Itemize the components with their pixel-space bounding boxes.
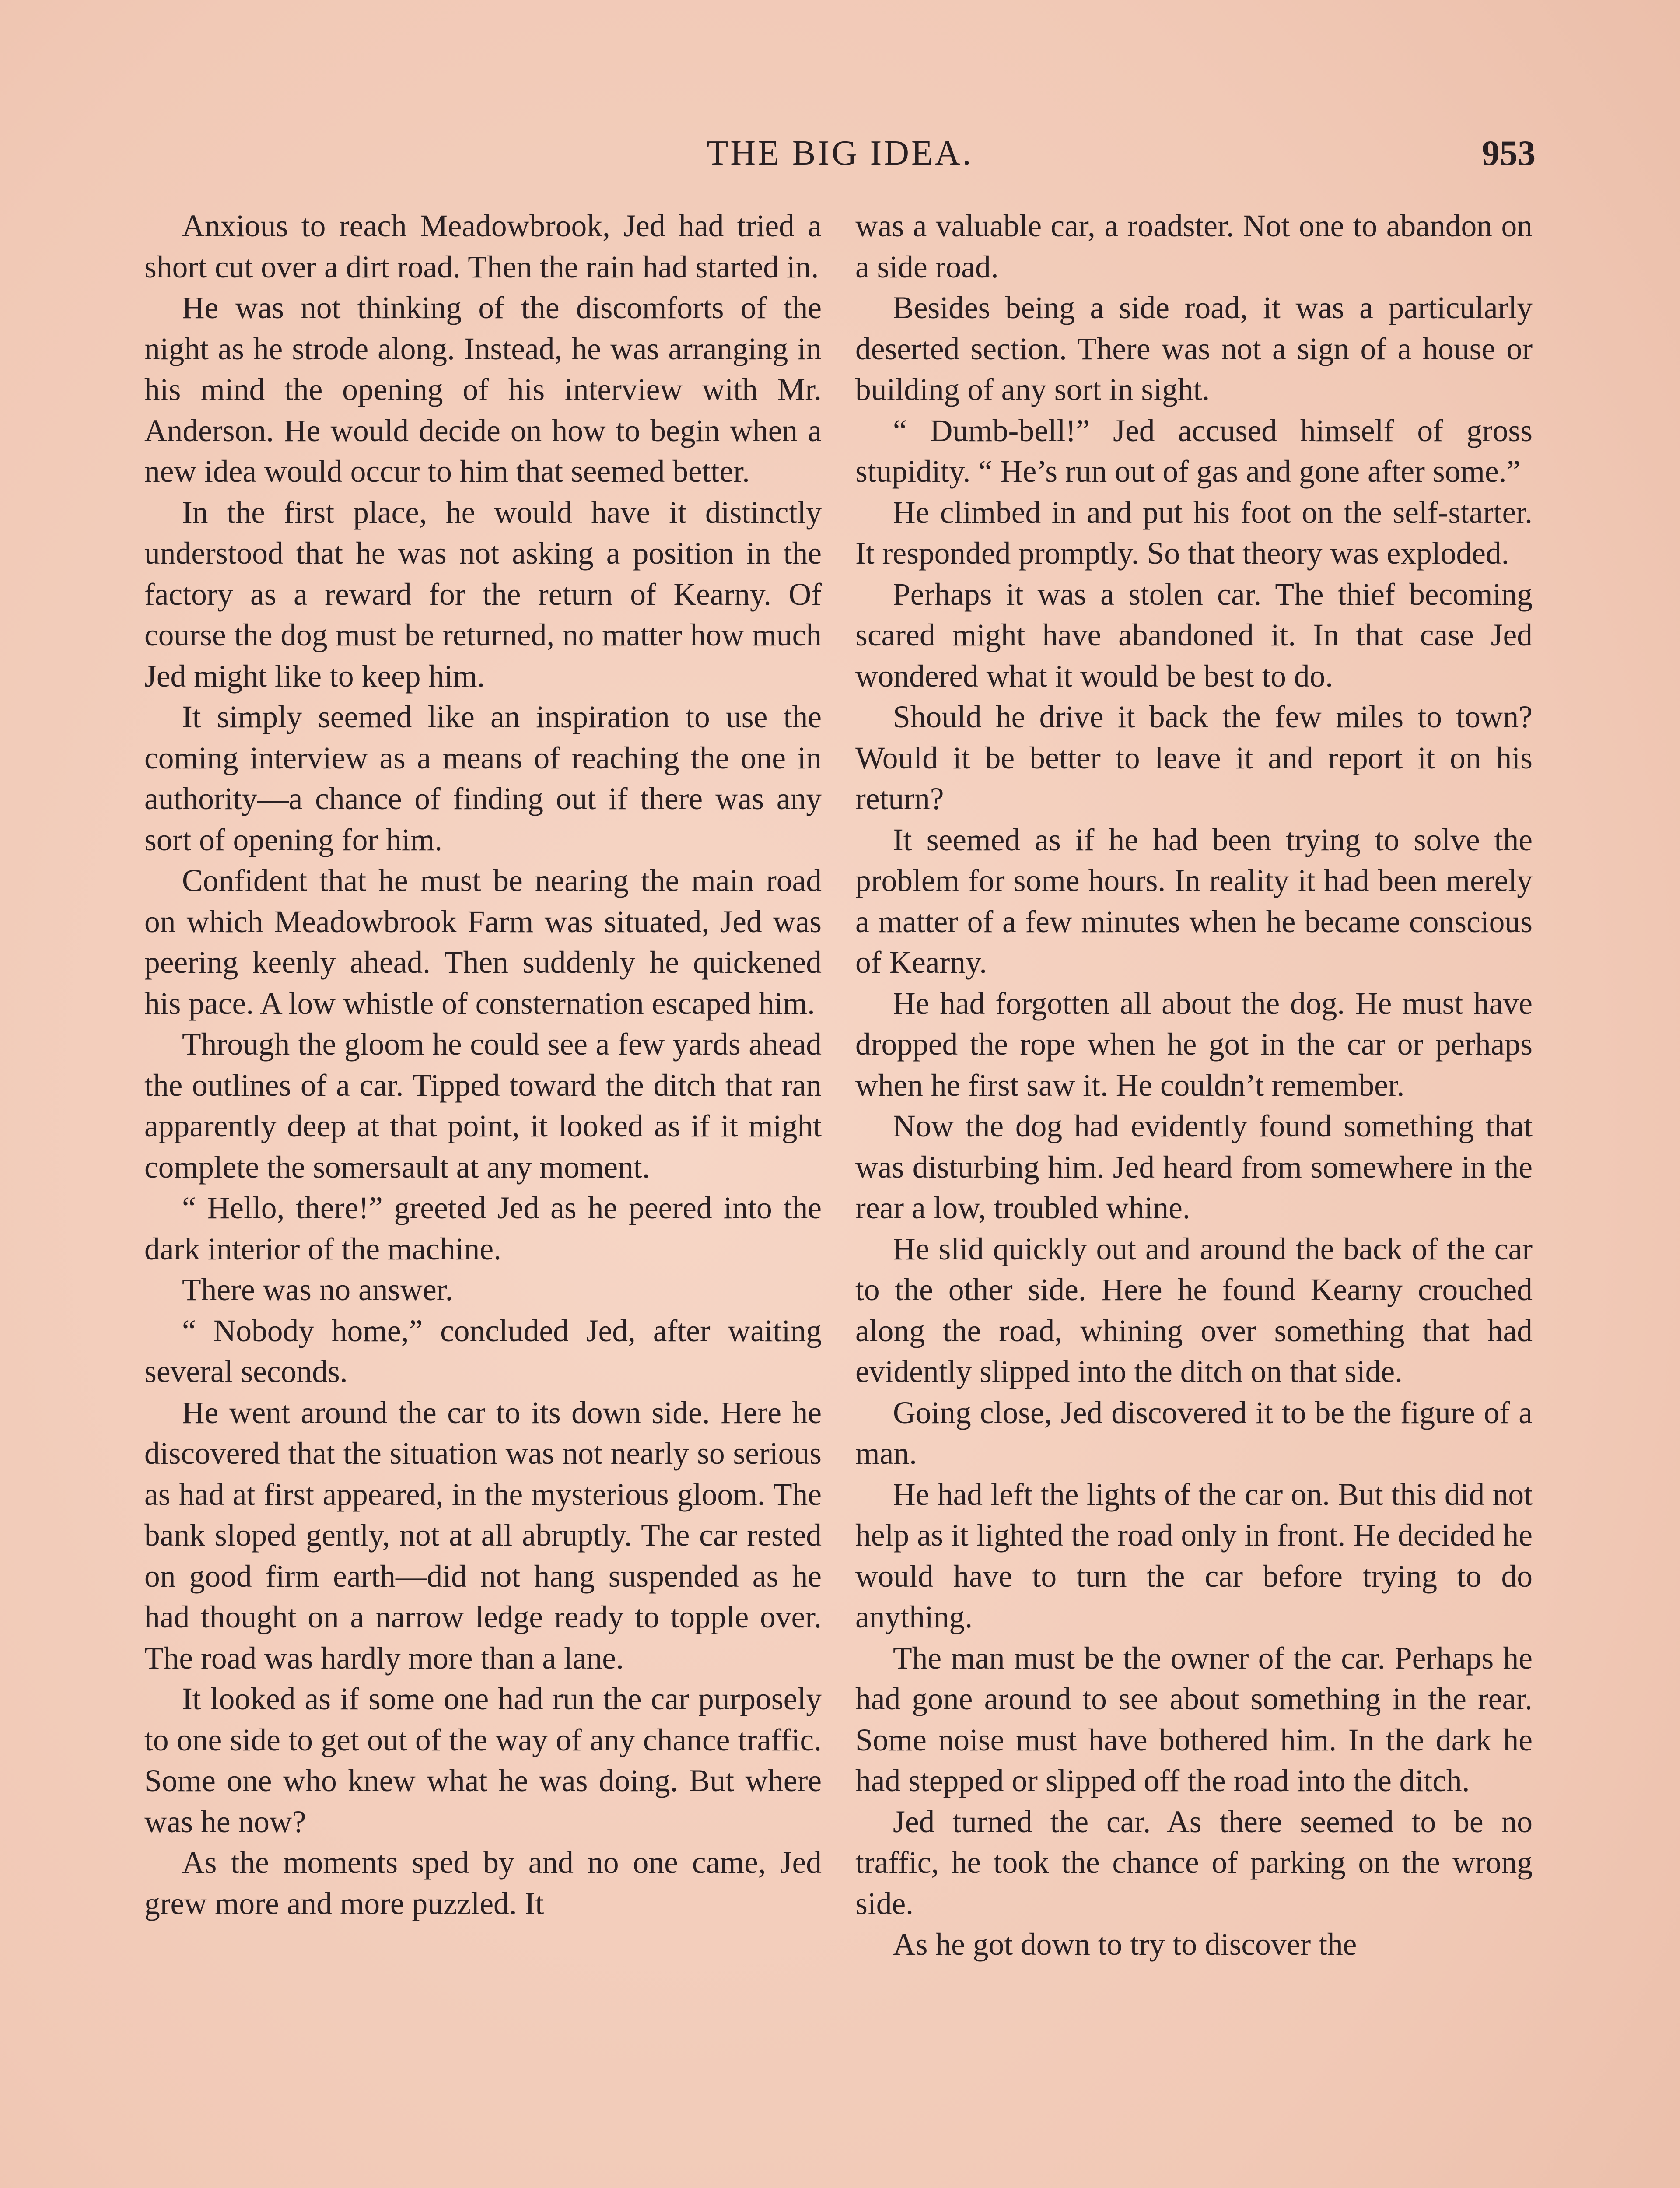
paragraph: There was no answer.	[182, 1273, 453, 1307]
paragraph: He had forgotten all about the dog. He must have dropped the rope when he got in the car or perhaps when he first saw it. He couldn’t remember.	[855, 986, 1533, 1103]
paragraph: He had left the lights of the car on. But this did not help as it lighted the road only in front. He decided he would have to turn the car before trying to do anything.	[855, 1477, 1533, 1634]
paragraph: Besides being a side road, it was a particularly deserted section. There was not a sign of a house or building of any sort in sight.	[855, 291, 1533, 407]
paragraph: The man must be the owner of the car. Perhaps he had gone around to see about something in the rear. Some noise must have bothered him. In the dark he had stepped or slipped off the road into the ditch.	[855, 1641, 1533, 1798]
paragraph: As he got down to try to discover the	[893, 1927, 1357, 1962]
paragraph: Anxious to reach Meadowbrook, Jed had tried a short cut over a dirt road. Then the rain had started in.	[144, 209, 822, 284]
paragraph: He slid quickly out and around the back of the car to the other side. Here he found Kearny crouched along the road, whining over something that had evidently slipped into the ditch on that side.	[855, 1231, 1533, 1389]
running-title: THE BIG IDEA.	[707, 134, 973, 172]
paragraph: Should he drive it back the few miles to town? Would it be better to leave it and report it on his return?	[855, 700, 1533, 816]
paragraph: He was not thinking of the discomforts of the night as he strode along. Instead, he was arranging in his mind the opening of his interview with Mr. Anderson. He would decide on how to begin when a new idea would occur to him that seemed better.	[144, 291, 822, 489]
paragraph: In the first place, he would have it distinctly understood that he was not asking a position in the factory as a reward for the return of Kearny. Of course the dog must be returned, no matter how much Jed might like to keep him.	[144, 495, 822, 694]
paragraph: “ Dumb-bell!” Jed accused himself of gross stupidity. “ He’s run out of gas and gone after some.”	[855, 413, 1533, 489]
left-column	[144, 206, 822, 1924]
paragraph: Now the dog had evidently found something that was disturbing him. Jed heard from somewhere in the rear a low, troubled whine.	[855, 1109, 1533, 1225]
paragraph: Through the gloom he could see a few yards ahead the outlines of a car. Tipped toward the ditch that ran apparently deep at that point, it looked as if it might complete the somersault at any moment.	[144, 1027, 822, 1185]
paragraph: Jed turned the car. As there seemed to be no traffic, he took the chance of parking on the wrong side.	[855, 1804, 1533, 1921]
paragraph: As the moments sped by and no one came, Jed grew more and more puzzled. It	[144, 1845, 822, 1921]
paragraph: He went around the car to its down side. Here he discovered that the situation was not nearly so serious as had at first appeared, in the mysterious gloom. The bank sloped gently, not at all abruptly. The car rested on good firm earth—did not hang suspended as he had thought on a narrow ledge ready to topple over. The road was hardly more than a lane.	[144, 1395, 822, 1676]
paragraph: Going close, Jed discovered it to be the figure of a man.	[855, 1395, 1533, 1471]
paragraph: Confident that he must be nearing the main road on which Meadowbrook Farm was situated, Jed was peering keenly ahead. Then suddenly he quickened his pace. A low whistle of consternation escaped him.	[144, 863, 822, 1021]
paragraph: It looked as if some one had run the car purposely to one side to get out of the way of any chance traffic. Some one who knew what he was doing. But where was he now?	[144, 1682, 822, 1839]
paragraph: “ Nobody home,” concluded Jed, after waiting several seconds.	[144, 1313, 822, 1389]
page-number: 953	[1482, 133, 1536, 173]
page-header	[144, 127, 1536, 179]
paragraph: It seemed as if he had been trying to solve the problem for some hours. In reality it had been merely a matter of a few minutes when he became conscious of Kearny.	[855, 822, 1533, 980]
paragraph: He climbed in and put his foot on the self-starter. It responded promptly. So that theory was exploded.	[855, 495, 1533, 571]
paragraph-continuation: was a valuable car, a roadster. Not one to abandon on a side road.	[855, 209, 1533, 284]
paragraph: Perhaps it was a stolen car. The thief becoming scared might have abandoned it. In that case Jed wondered what it would be best to do.	[855, 577, 1533, 694]
paragraph: It simply seemed like an inspiration to use the coming interview as a means of reaching the one in authority—a chance of finding out if there was any sort of opening for him.	[144, 700, 822, 857]
right-column	[855, 206, 1533, 1965]
paragraph: “ Hello, there!” greeted Jed as he peered into the dark interior of the machine.	[144, 1191, 822, 1266]
